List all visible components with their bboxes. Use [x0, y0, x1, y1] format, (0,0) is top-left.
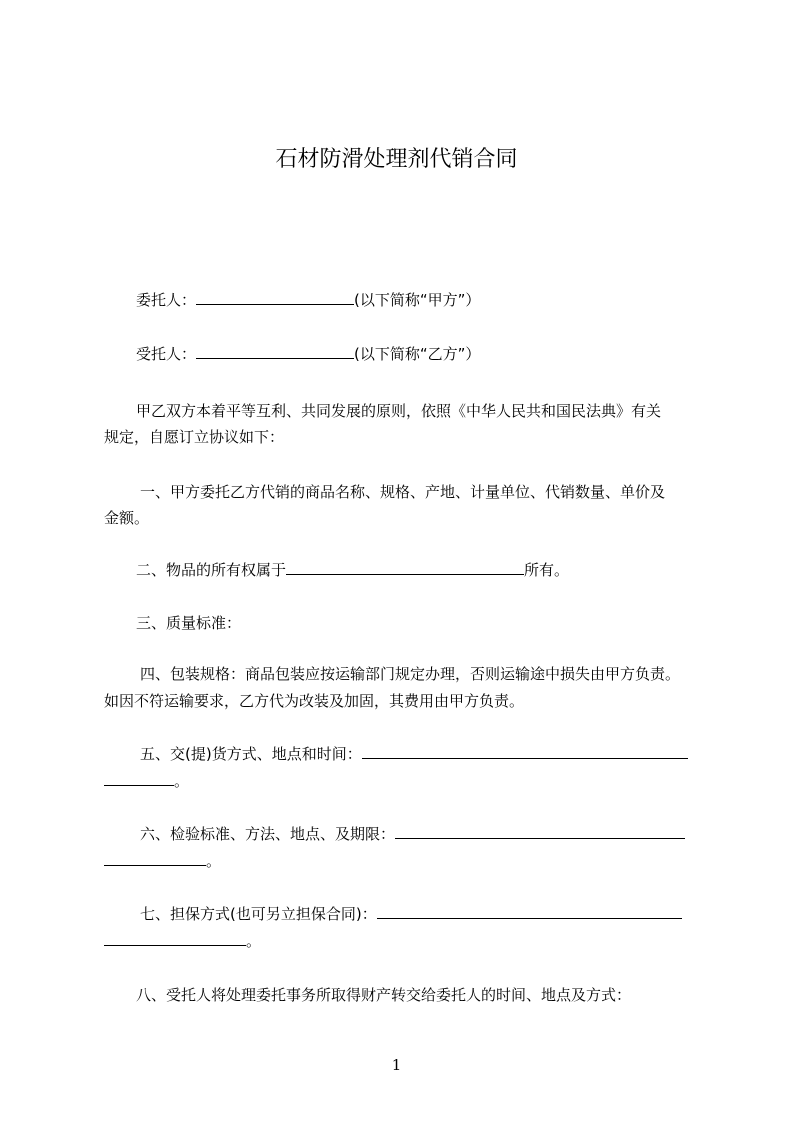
clause-4-line-2: 如因不符运输要求，乙方代为改装及加固，其费用由甲方负责。 — [104, 692, 525, 710]
inspection-blank-2[interactable] — [104, 851, 206, 866]
clause-1-line-1: 一、甲方委托乙方代销的商品名称、规格、产地、计量单位、代销数量、单价及 — [140, 483, 666, 501]
clause-2-prefix: 二、物品的所有权属于 — [136, 561, 287, 579]
intro-line-2: 规定，自愿订立协议如下： — [104, 428, 285, 446]
intro-line-1: 甲乙双方本着平等互利、共同发展的原则，依照《中华人民共和国民法典》有关 — [136, 402, 662, 420]
clause-5-prefix: 五、交(提)货方式、地点和时间： — [140, 745, 362, 763]
clause-6-prefix: 六、检验标准、方法、地点、及期限： — [140, 825, 396, 843]
party-a-suffix: (以下简称“甲方”） — [354, 291, 481, 309]
guarantee-blank-2[interactable] — [104, 931, 246, 946]
party-b-suffix: (以下简称“乙方”） — [354, 345, 481, 363]
clause-4-line-1: 四、包装规格：商品包装应按运输部门规定办理，否则运输途中损失由甲方负责。 — [140, 665, 681, 683]
guarantee-blank-1[interactable] — [377, 904, 682, 919]
clause-5-line-2 — [104, 771, 704, 791]
inspection-blank-1[interactable] — [395, 824, 685, 839]
clause-2-line — [136, 560, 736, 580]
clause-7-line-1 — [140, 904, 740, 924]
party-a-label: 委托人： — [136, 291, 197, 309]
party-b-line — [136, 344, 736, 364]
clause-5-line-1 — [140, 744, 740, 764]
clause-3-line: 三、质量标准： — [136, 614, 242, 632]
party-a-line — [136, 290, 736, 310]
clause-7-end: 。 — [246, 932, 262, 950]
clause-7-line-2 — [104, 931, 704, 951]
party-b-label: 受托人： — [136, 345, 197, 363]
clause-1-line-2: 金额。 — [104, 509, 150, 527]
delivery-blank-1[interactable] — [362, 744, 688, 759]
page-number: 1 — [391, 1056, 402, 1074]
party-a-blank[interactable] — [196, 290, 354, 305]
clause-8-line: 八、受托人将处理委托事务所取得财产转交给委托人的时间、地点及方式： — [136, 986, 632, 1004]
clause-6-end: 。 — [206, 852, 222, 870]
party-b-blank[interactable] — [196, 344, 354, 359]
document-title: 石材防滑处理剂代销合同 — [275, 147, 518, 172]
clause-7-prefix: 七、担保方式(也可另立担保合同)： — [140, 905, 377, 923]
clause-6-line-1 — [140, 824, 740, 844]
clause-5-end: 。 — [174, 772, 190, 790]
delivery-blank-2[interactable] — [104, 771, 174, 786]
owner-blank[interactable] — [286, 560, 524, 575]
clause-2-suffix: 所有。 — [524, 561, 570, 579]
clause-6-line-2 — [104, 851, 704, 871]
